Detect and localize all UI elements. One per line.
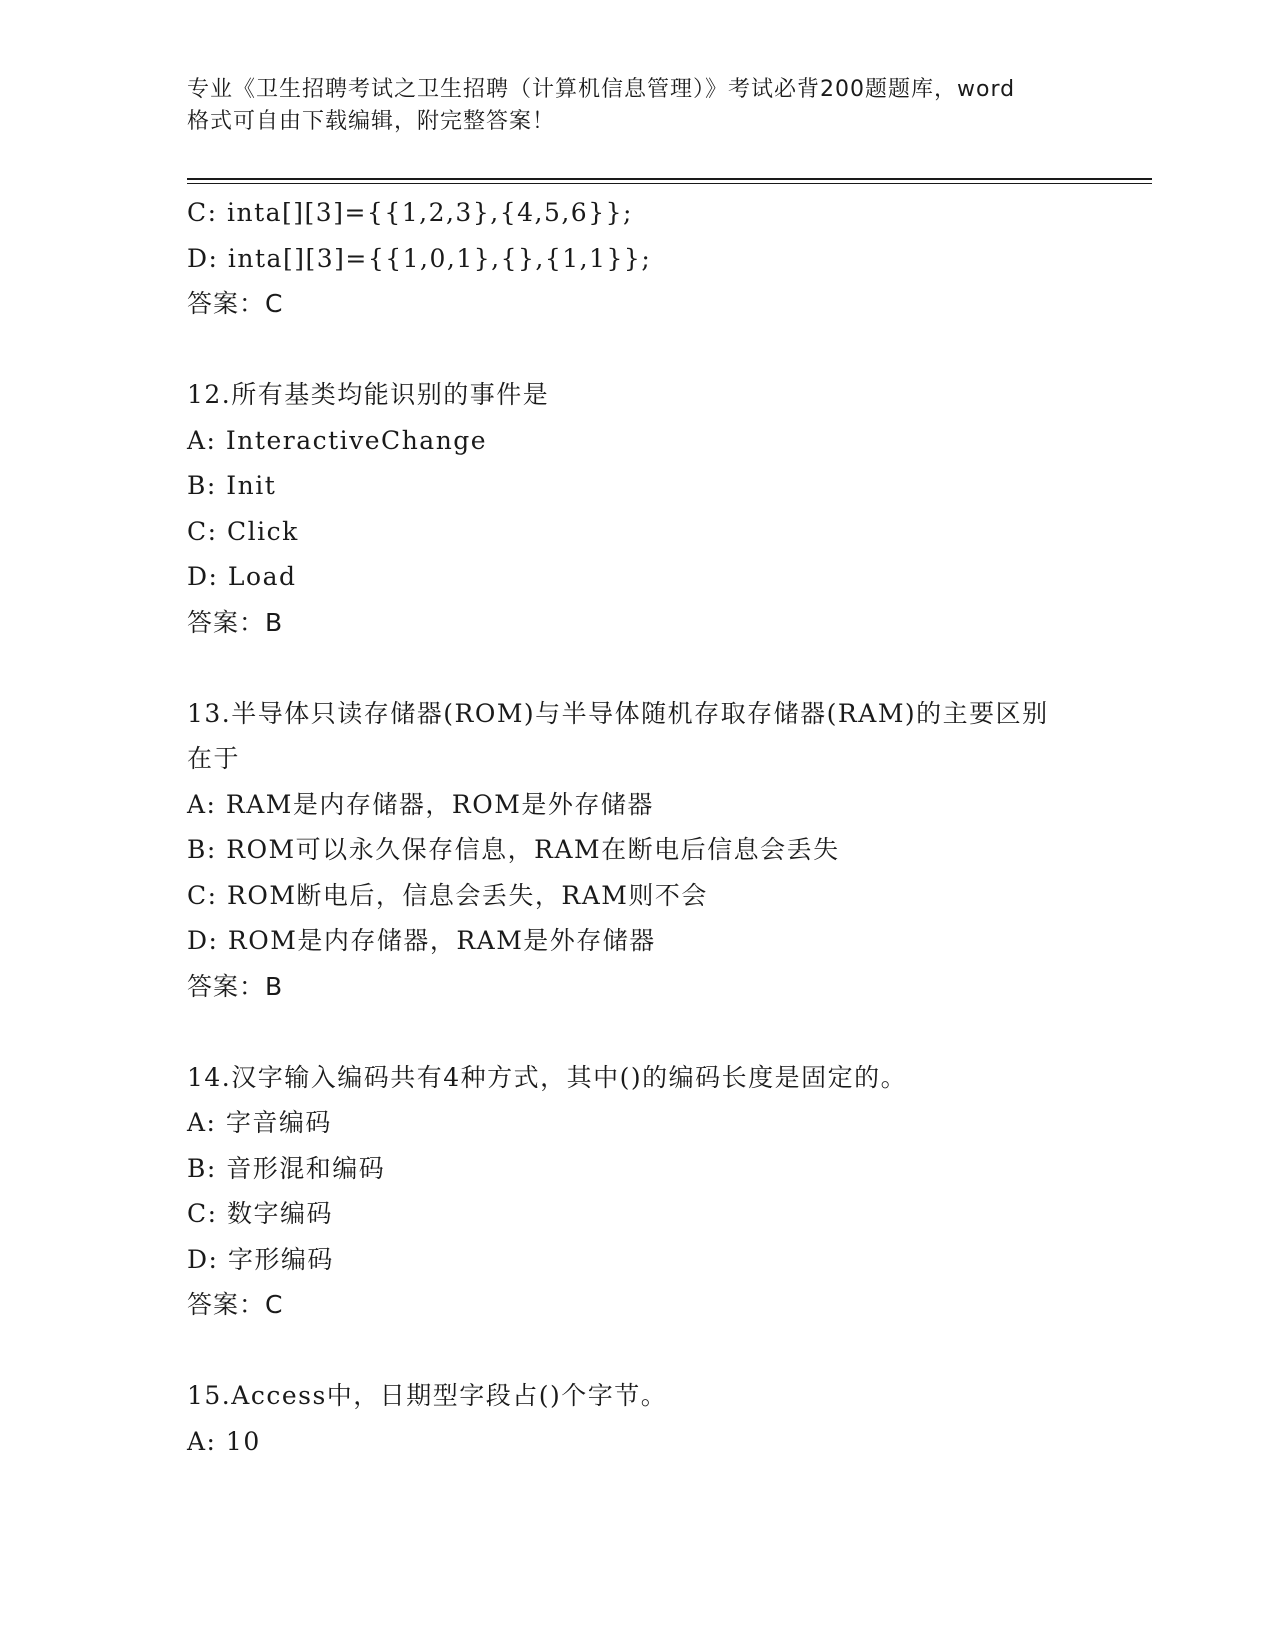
option-a: A: 字音编码 — [187, 1108, 332, 1137]
header-title-line-2: 格式可自由下载编辑，附完整答案！ — [187, 109, 556, 134]
question-text-line-1: 13.半导体只读存储器(ROM)与半导体随机存取存储器(RAM)的主要区别 — [187, 698, 1049, 728]
question-15 — [187, 1373, 1087, 1464]
option-b: B: ROM可以永久保存信息，RAM在断电后信息会丢失 — [187, 835, 840, 864]
document-header — [187, 74, 1087, 138]
option-c: C: ROM断电后，信息会丢失，RAM则不会 — [187, 880, 708, 910]
option-d: D: 字形编码 — [187, 1244, 334, 1274]
option-d: D: inta[][3]={{1,0,1},{},{1,1}}; — [187, 243, 652, 273]
question-13 — [187, 691, 1087, 1010]
answer-line: 答案：C — [187, 289, 284, 318]
option-c: C: inta[][3]={{1,2,3},{4,5,6}}; — [187, 198, 633, 227]
answer-line: 答案：B — [187, 607, 284, 637]
option-a: A: 10 — [187, 1426, 261, 1456]
option-c: C: 数字编码 — [187, 1199, 333, 1228]
option-b: B: Init — [187, 471, 277, 500]
header-divider — [187, 178, 1152, 184]
question-11-continued — [187, 190, 1087, 327]
question-text: 12.所有基类均能识别的事件是 — [187, 380, 550, 409]
option-d: D: Load — [187, 562, 297, 591]
option-b: B: 音形混和编码 — [187, 1153, 386, 1183]
question-list — [187, 190, 1087, 1464]
answer-line: 答案：B — [187, 971, 284, 1001]
header-title-line-1: 专业《卫生招聘考试之卫生招聘（计算机信息管理）》考试必背200题题库，word — [187, 77, 1016, 102]
question-text: 15.Access中，日期型字段占()个字节。 — [187, 1381, 668, 1410]
option-d: D: ROM是内存储器，RAM是外存储器 — [187, 926, 656, 955]
option-c: C: Click — [187, 516, 299, 546]
answer-line: 答案：C — [187, 1290, 284, 1319]
question-12 — [187, 372, 1087, 645]
option-a: A: RAM是内存储器，ROM是外存储器 — [187, 789, 654, 819]
question-14 — [187, 1055, 1087, 1328]
question-text-line-2: 在于 — [187, 744, 241, 773]
question-text: 14.汉字输入编码共有4种方式，其中()的编码长度是固定的。 — [187, 1062, 908, 1092]
option-a: A: InteractiveChange — [187, 425, 488, 455]
